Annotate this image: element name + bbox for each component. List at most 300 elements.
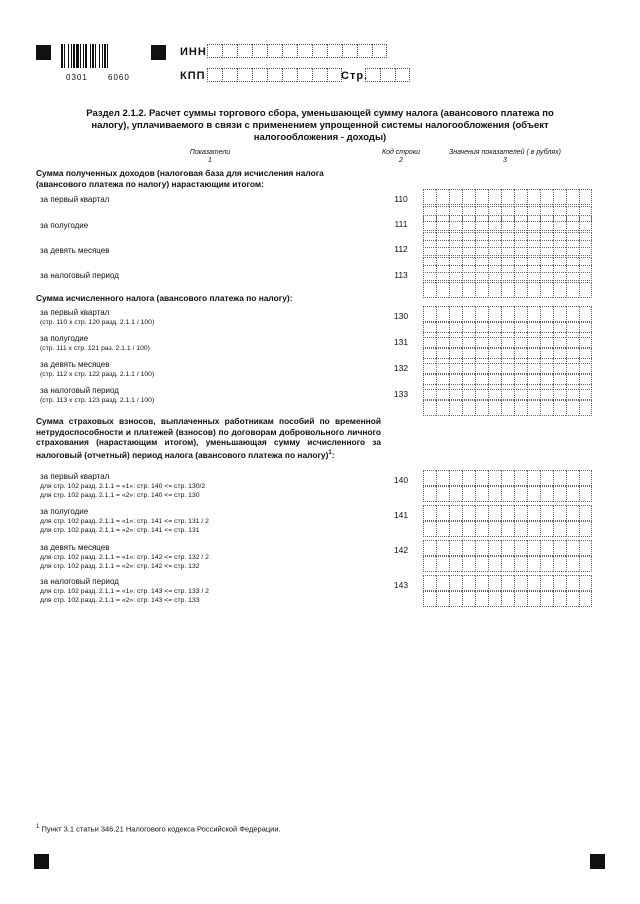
char-cell[interactable] — [566, 540, 579, 556]
char-cell[interactable] — [423, 358, 436, 374]
row-112-value-field[interactable] — [423, 240, 592, 256]
char-cell[interactable] — [527, 591, 540, 607]
char-cell[interactable] — [475, 282, 488, 298]
char-cell[interactable] — [423, 384, 436, 400]
char-cell[interactable] — [501, 306, 514, 322]
char-cell[interactable] — [566, 521, 579, 537]
row-142-value-field[interactable] — [423, 540, 592, 556]
char-cell[interactable] — [436, 540, 449, 556]
char-cell[interactable] — [527, 265, 540, 281]
char-cell[interactable] — [423, 470, 436, 486]
char-cell[interactable] — [553, 306, 566, 322]
row-133-value-field-line2[interactable] — [423, 400, 592, 416]
page-number-field[interactable] — [365, 68, 410, 82]
row-111-value-field[interactable] — [423, 215, 592, 231]
char-cell[interactable] — [488, 591, 501, 607]
char-cell[interactable] — [566, 591, 579, 607]
char-cell[interactable] — [514, 486, 527, 502]
char-cell[interactable] — [312, 68, 327, 82]
char-cell[interactable] — [553, 282, 566, 298]
char-cell[interactable] — [423, 556, 436, 572]
char-cell[interactable] — [449, 505, 462, 521]
char-cell[interactable] — [579, 306, 592, 322]
char-cell[interactable] — [475, 306, 488, 322]
section2-title: Сумма исчисленного налога (авансового платежа по налогу): — [36, 293, 293, 303]
char-cell[interactable] — [566, 265, 579, 281]
char-cell[interactable] — [423, 540, 436, 556]
char-cell[interactable] — [553, 486, 566, 502]
char-cell[interactable] — [423, 575, 436, 591]
char-cell[interactable] — [423, 215, 436, 231]
char-cell[interactable] — [436, 505, 449, 521]
char-cell[interactable] — [488, 505, 501, 521]
char-cell[interactable] — [501, 505, 514, 521]
char-cell[interactable] — [553, 400, 566, 416]
char-cell[interactable] — [579, 591, 592, 607]
char-cell[interactable] — [566, 189, 579, 205]
char-cell[interactable] — [514, 265, 527, 281]
char-cell[interactable] — [475, 470, 488, 486]
char-cell[interactable] — [475, 521, 488, 537]
char-cell[interactable] — [566, 505, 579, 521]
char-cell[interactable] — [488, 358, 501, 374]
char-cell[interactable] — [436, 189, 449, 205]
char-cell[interactable] — [501, 215, 514, 231]
char-cell[interactable] — [579, 486, 592, 502]
char-cell[interactable] — [527, 486, 540, 502]
char-cell[interactable] — [527, 505, 540, 521]
char-cell[interactable] — [566, 556, 579, 572]
char-cell[interactable] — [514, 384, 527, 400]
char-cell[interactable] — [449, 306, 462, 322]
char-cell[interactable] — [527, 384, 540, 400]
char-cell[interactable] — [462, 540, 475, 556]
char-cell[interactable] — [540, 521, 553, 537]
char-cell[interactable] — [462, 189, 475, 205]
char-cell[interactable] — [553, 591, 566, 607]
char-cell[interactable] — [423, 282, 436, 298]
row-140-label — [40, 472, 205, 501]
char-cell[interactable] — [449, 400, 462, 416]
char-cell[interactable] — [449, 265, 462, 281]
char-cell[interactable] — [527, 540, 540, 556]
char-cell[interactable] — [553, 521, 566, 537]
char-cell[interactable] — [436, 486, 449, 502]
char-cell[interactable] — [501, 591, 514, 607]
char-cell[interactable] — [488, 575, 501, 591]
char-cell[interactable] — [423, 240, 436, 256]
char-cell[interactable] — [327, 44, 342, 58]
char-cell[interactable] — [488, 384, 501, 400]
char-cell[interactable] — [475, 486, 488, 502]
char-cell[interactable] — [436, 575, 449, 591]
char-cell[interactable] — [501, 265, 514, 281]
char-cell[interactable] — [380, 68, 395, 82]
char-cell[interactable] — [488, 521, 501, 537]
section-title: Раздел 2.1.2. Расчет суммы торгового сбора, уменьшающей сумму налога (авансового платежа по налогу), уплачиваемого в связи с применением упрощенной системы налогообложения (объект налогообложения - доходы) — [86, 108, 554, 143]
char-cell[interactable] — [488, 486, 501, 502]
row-141-value-field[interactable] — [423, 505, 592, 521]
char-cell[interactable] — [237, 68, 252, 82]
char-cell[interactable] — [579, 240, 592, 256]
char-cell[interactable] — [540, 384, 553, 400]
char-cell[interactable] — [553, 384, 566, 400]
row-110-label: за первый квартал — [40, 195, 110, 204]
footnote-ref: 1 — [328, 449, 332, 456]
char-cell[interactable] — [436, 400, 449, 416]
char-cell[interactable] — [566, 306, 579, 322]
row-113-value-field-line2[interactable] — [423, 282, 592, 298]
char-cell[interactable] — [462, 470, 475, 486]
row-143-value-field[interactable] — [423, 575, 592, 591]
char-cell[interactable] — [423, 265, 436, 281]
row-133-value-field[interactable] — [423, 384, 592, 400]
char-cell[interactable] — [475, 400, 488, 416]
char-cell[interactable] — [579, 265, 592, 281]
char-cell[interactable] — [579, 384, 592, 400]
char-cell[interactable] — [579, 556, 592, 572]
char-cell[interactable] — [501, 540, 514, 556]
row-132-value-field[interactable] — [423, 358, 592, 374]
char-cell[interactable] — [566, 332, 579, 348]
char-cell[interactable] — [514, 215, 527, 231]
char-cell[interactable] — [514, 521, 527, 537]
row-143-formula-2: для стр. 102 разд. 2.1.1 = «2»: стр. 143 <= стр. 133 — [40, 597, 200, 604]
char-cell[interactable] — [475, 358, 488, 374]
char-cell[interactable] — [527, 575, 540, 591]
char-cell[interactable] — [488, 215, 501, 231]
column-header-code: Код строки 2 — [381, 149, 421, 164]
char-cell[interactable] — [514, 575, 527, 591]
char-cell[interactable] — [449, 486, 462, 502]
char-cell[interactable] — [566, 470, 579, 486]
char-cell[interactable] — [540, 505, 553, 521]
char-cell[interactable] — [527, 521, 540, 537]
char-cell[interactable] — [462, 384, 475, 400]
char-cell[interactable] — [566, 575, 579, 591]
char-cell[interactable] — [579, 470, 592, 486]
footnote-text: Пункт 3.1 статьи 346.21 Налогового кодекса Российской Федерации. — [41, 824, 281, 834]
char-cell[interactable] — [553, 215, 566, 231]
char-cell[interactable] — [449, 240, 462, 256]
char-cell[interactable] — [553, 540, 566, 556]
char-cell[interactable] — [462, 505, 475, 521]
char-cell[interactable] — [579, 358, 592, 374]
char-cell[interactable] — [462, 265, 475, 281]
char-cell[interactable] — [501, 470, 514, 486]
row-140-value-field-line2[interactable] — [423, 486, 592, 502]
char-cell[interactable] — [540, 486, 553, 502]
char-cell[interactable] — [540, 265, 553, 281]
char-cell[interactable] — [365, 68, 380, 82]
char-cell[interactable] — [579, 540, 592, 556]
row-113-value-field[interactable] — [423, 265, 592, 281]
char-cell[interactable] — [488, 332, 501, 348]
char-cell[interactable] — [475, 384, 488, 400]
char-cell[interactable] — [527, 282, 540, 298]
char-cell[interactable] — [540, 470, 553, 486]
char-cell[interactable] — [540, 332, 553, 348]
char-cell[interactable] — [267, 44, 282, 58]
char-cell[interactable] — [436, 358, 449, 374]
row-113-code: 113 — [394, 270, 408, 280]
row-142-value-field-line2[interactable] — [423, 556, 592, 572]
char-cell[interactable] — [527, 400, 540, 416]
char-cell[interactable] — [423, 505, 436, 521]
char-cell[interactable] — [488, 540, 501, 556]
char-cell[interactable] — [423, 306, 436, 322]
char-cell[interactable] — [449, 215, 462, 231]
char-cell[interactable] — [436, 470, 449, 486]
char-cell[interactable] — [501, 189, 514, 205]
char-cell[interactable] — [449, 521, 462, 537]
char-cell[interactable] — [514, 189, 527, 205]
char-cell[interactable] — [449, 540, 462, 556]
char-cell[interactable] — [540, 240, 553, 256]
char-cell[interactable] — [540, 189, 553, 205]
char-cell[interactable] — [342, 44, 357, 58]
char-cell[interactable] — [579, 215, 592, 231]
char-cell[interactable] — [488, 556, 501, 572]
char-cell[interactable] — [488, 470, 501, 486]
char-cell[interactable] — [579, 400, 592, 416]
char-cell[interactable] — [501, 240, 514, 256]
row-112-label: за девять месяцев — [40, 246, 110, 255]
char-cell[interactable] — [423, 591, 436, 607]
char-cell[interactable] — [527, 306, 540, 322]
char-cell[interactable] — [462, 215, 475, 231]
char-cell[interactable] — [566, 384, 579, 400]
char-cell[interactable] — [527, 470, 540, 486]
char-cell[interactable] — [514, 306, 527, 322]
char-cell[interactable] — [237, 44, 252, 58]
char-cell[interactable] — [436, 521, 449, 537]
char-cell[interactable] — [566, 282, 579, 298]
char-cell[interactable] — [436, 591, 449, 607]
footnote — [36, 824, 281, 834]
char-cell[interactable] — [449, 282, 462, 298]
char-cell[interactable] — [488, 265, 501, 281]
char-cell[interactable] — [475, 189, 488, 205]
char-cell[interactable] — [527, 556, 540, 572]
row-142-formula-1: для стр. 102 разд. 2.1.1 = «1»: стр. 142 <= стр. 132 / 2 — [40, 553, 209, 561]
char-cell[interactable] — [514, 400, 527, 416]
char-cell[interactable] — [297, 44, 312, 58]
char-cell[interactable] — [449, 332, 462, 348]
char-cell[interactable] — [553, 556, 566, 572]
row-143-value-field-line2[interactable] — [423, 591, 592, 607]
char-cell[interactable] — [514, 470, 527, 486]
char-cell[interactable] — [449, 591, 462, 607]
row-112-code: 112 — [394, 244, 408, 254]
char-cell[interactable] — [566, 486, 579, 502]
char-cell[interactable] — [475, 265, 488, 281]
char-cell[interactable] — [267, 68, 282, 82]
char-cell[interactable] — [579, 332, 592, 348]
char-cell[interactable] — [501, 400, 514, 416]
char-cell[interactable] — [207, 68, 222, 82]
char-cell[interactable] — [462, 486, 475, 502]
char-cell[interactable] — [553, 358, 566, 374]
char-cell[interactable] — [501, 282, 514, 298]
char-cell[interactable] — [579, 521, 592, 537]
char-cell[interactable] — [566, 240, 579, 256]
char-cell[interactable] — [540, 575, 553, 591]
char-cell[interactable] — [514, 282, 527, 298]
page-label: Стр. — [341, 70, 369, 82]
kpp-field[interactable] — [207, 68, 342, 82]
row-113-label: за налоговый период — [40, 271, 119, 280]
char-cell[interactable] — [475, 240, 488, 256]
char-cell[interactable] — [423, 189, 436, 205]
char-cell[interactable] — [501, 486, 514, 502]
row-140-formula-1: для стр. 102 разд. 2.1.1 = «1»: стр. 140 <= стр. 130/2 — [40, 482, 206, 490]
char-cell[interactable] — [553, 265, 566, 281]
char-cell[interactable] — [327, 68, 342, 82]
char-cell[interactable] — [357, 44, 372, 58]
char-cell[interactable] — [449, 189, 462, 205]
char-cell[interactable] — [514, 240, 527, 256]
char-cell[interactable] — [514, 556, 527, 572]
char-cell[interactable] — [475, 540, 488, 556]
char-cell[interactable] — [462, 240, 475, 256]
char-cell[interactable] — [372, 44, 387, 58]
char-cell[interactable] — [436, 265, 449, 281]
registration-marker-top-mid — [151, 45, 166, 60]
char-cell[interactable] — [501, 575, 514, 591]
barcode-number-left: 0301 — [66, 73, 88, 82]
char-cell[interactable] — [475, 215, 488, 231]
char-cell[interactable] — [540, 556, 553, 572]
char-cell[interactable] — [423, 486, 436, 502]
char-cell[interactable] — [501, 521, 514, 537]
char-cell[interactable] — [462, 358, 475, 374]
row-140-value-field[interactable] — [423, 470, 592, 486]
char-cell[interactable] — [527, 240, 540, 256]
char-cell[interactable] — [475, 556, 488, 572]
char-cell[interactable] — [297, 68, 312, 82]
char-cell[interactable] — [501, 556, 514, 572]
char-cell[interactable] — [462, 575, 475, 591]
char-cell[interactable] — [436, 384, 449, 400]
char-cell[interactable] — [579, 189, 592, 205]
char-cell[interactable] — [282, 68, 297, 82]
char-cell[interactable] — [207, 44, 222, 58]
char-cell[interactable] — [540, 215, 553, 231]
char-cell[interactable] — [462, 556, 475, 572]
char-cell[interactable] — [462, 400, 475, 416]
char-cell[interactable] — [475, 505, 488, 521]
char-cell[interactable] — [501, 332, 514, 348]
char-cell[interactable] — [449, 384, 462, 400]
char-cell[interactable] — [527, 189, 540, 205]
char-cell[interactable] — [449, 575, 462, 591]
char-cell[interactable] — [436, 556, 449, 572]
char-cell[interactable] — [222, 68, 237, 82]
char-cell[interactable] — [488, 240, 501, 256]
char-cell[interactable] — [579, 505, 592, 521]
char-cell[interactable] — [501, 384, 514, 400]
char-cell[interactable] — [514, 591, 527, 607]
char-cell[interactable] — [436, 306, 449, 322]
char-cell[interactable] — [436, 332, 449, 348]
inn-field[interactable] — [207, 44, 387, 58]
char-cell[interactable] — [423, 400, 436, 416]
char-cell[interactable] — [514, 505, 527, 521]
char-cell[interactable] — [475, 591, 488, 607]
char-cell[interactable] — [527, 215, 540, 231]
char-cell[interactable] — [475, 575, 488, 591]
char-cell[interactable] — [553, 470, 566, 486]
char-cell[interactable] — [449, 556, 462, 572]
char-cell[interactable] — [449, 470, 462, 486]
char-cell[interactable] — [449, 358, 462, 374]
row-130-value-field[interactable] — [423, 306, 592, 322]
char-cell[interactable] — [252, 68, 267, 82]
char-cell[interactable] — [488, 189, 501, 205]
char-cell[interactable] — [553, 240, 566, 256]
char-cell[interactable] — [423, 332, 436, 348]
char-cell[interactable] — [553, 332, 566, 348]
char-cell[interactable] — [423, 521, 436, 537]
char-cell[interactable] — [540, 591, 553, 607]
char-cell[interactable] — [540, 540, 553, 556]
char-cell[interactable] — [514, 332, 527, 348]
char-cell[interactable] — [553, 505, 566, 521]
char-cell[interactable] — [527, 332, 540, 348]
char-cell[interactable] — [514, 358, 527, 374]
row-110-value-field[interactable] — [423, 189, 592, 205]
char-cell[interactable] — [462, 521, 475, 537]
char-cell[interactable] — [436, 240, 449, 256]
row-142-name: за девять месяцев — [40, 543, 110, 552]
char-cell[interactable] — [579, 282, 592, 298]
char-cell[interactable] — [540, 358, 553, 374]
row-131-value-field[interactable] — [423, 332, 592, 348]
char-cell[interactable] — [462, 591, 475, 607]
char-cell[interactable] — [395, 68, 410, 82]
row-130-code: 130 — [393, 311, 409, 321]
char-cell[interactable] — [566, 400, 579, 416]
char-cell[interactable] — [540, 282, 553, 298]
char-cell[interactable] — [488, 306, 501, 322]
char-cell[interactable] — [462, 332, 475, 348]
char-cell[interactable] — [462, 306, 475, 322]
char-cell[interactable] — [566, 215, 579, 231]
char-cell[interactable] — [501, 358, 514, 374]
char-cell[interactable] — [252, 44, 267, 58]
char-cell[interactable] — [436, 215, 449, 231]
footnote-mark: 1 — [36, 824, 40, 830]
char-cell[interactable] — [312, 44, 327, 58]
char-cell[interactable] — [553, 189, 566, 205]
row-141-value-field-line2[interactable] — [423, 521, 592, 537]
char-cell[interactable] — [282, 44, 297, 58]
char-cell[interactable] — [488, 400, 501, 416]
char-cell[interactable] — [540, 306, 553, 322]
char-cell[interactable] — [436, 282, 449, 298]
char-cell[interactable] — [462, 282, 475, 298]
char-cell[interactable] — [527, 358, 540, 374]
char-cell[interactable] — [553, 575, 566, 591]
char-cell[interactable] — [222, 44, 237, 58]
char-cell[interactable] — [488, 282, 501, 298]
char-cell[interactable] — [514, 540, 527, 556]
char-cell[interactable] — [540, 400, 553, 416]
char-cell[interactable] — [579, 575, 592, 591]
char-cell[interactable] — [566, 358, 579, 374]
char-cell[interactable] — [475, 332, 488, 348]
